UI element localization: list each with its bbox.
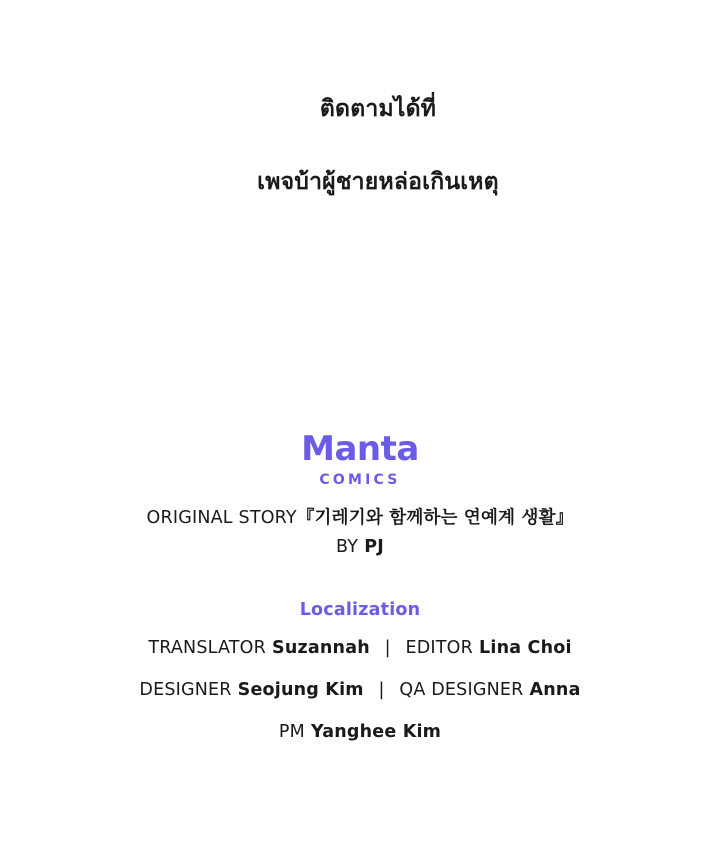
role-separator: |	[378, 680, 385, 701]
manta-wordmark: Manta	[301, 429, 419, 469]
role-qa-designer: QA DESIGNER	[399, 680, 524, 701]
manta-subtitle: COMICS	[319, 472, 401, 488]
original-story-title: 『기레기와 함께하는 연예계 생활』	[296, 508, 574, 528]
role-translator: TRANSLATOR	[148, 638, 267, 658]
localization-row	[0, 635, 720, 662]
localization-title: Localization	[299, 600, 421, 620]
role-designer: DESIGNER	[139, 680, 232, 701]
manta-logo	[0, 429, 720, 488]
person-editor: Lina Choi	[479, 638, 572, 658]
thai-credit-block	[0, 92, 720, 199]
thai-follow-label: ติดตามได้ที่	[319, 96, 437, 122]
role-pm: PM	[278, 722, 305, 743]
original-story-label: ORIGINAL STORY	[146, 508, 297, 528]
person-designer: Seojung Kim	[237, 680, 364, 701]
original-story-line	[0, 505, 720, 532]
role-editor: EDITOR	[405, 638, 474, 658]
original-author-line	[0, 537, 720, 557]
author-name: PJ	[364, 537, 384, 558]
thai-page-name: เพจบ้าผู้ชายหล่อเกินเหตุ	[257, 168, 499, 195]
localization-row	[0, 719, 720, 746]
person-qa-designer: Anna	[529, 680, 581, 701]
localization-row	[0, 677, 720, 704]
localization-block	[0, 600, 720, 746]
role-separator: |	[384, 638, 391, 658]
person-pm: Yanghee Kim	[310, 722, 442, 743]
person-translator: Suzannah	[272, 638, 370, 658]
original-story-block	[0, 505, 720, 557]
by-label: BY	[336, 537, 359, 558]
